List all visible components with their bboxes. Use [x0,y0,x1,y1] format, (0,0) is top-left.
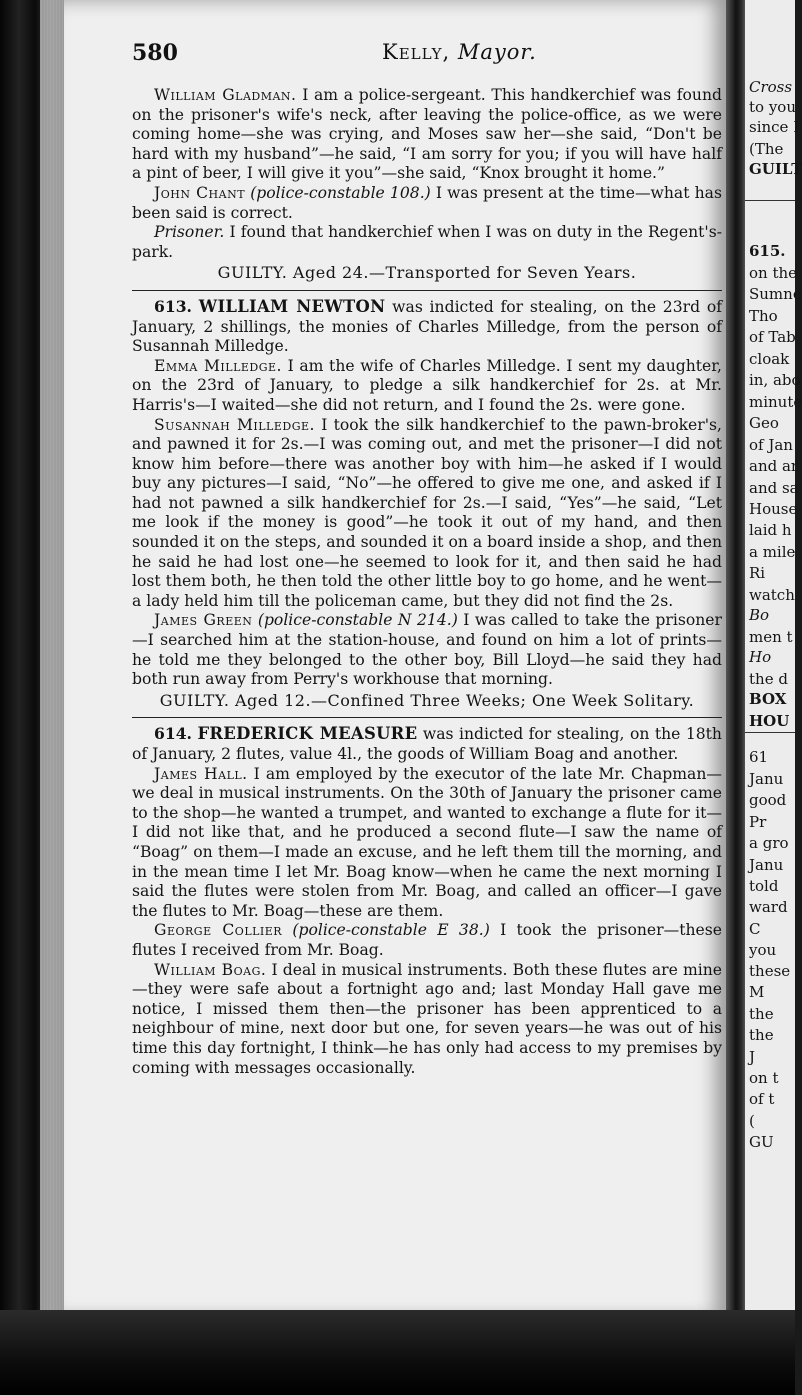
witness-name: Susannah Milledge. [154,415,315,434]
facing-page-fragment: a gro [749,834,789,852]
facing-page-fragment: J [749,1048,756,1066]
facing-page-fragment: 615. [749,242,786,260]
witness-name: James Hall. [154,764,248,783]
witness-role: (police-constable E 38.) [292,921,490,940]
facing-page-fragment: BOX [749,690,787,708]
facing-page-fragment: Cross [749,78,793,96]
facing-page-fragment: the [749,1005,774,1023]
book-bottom-edge [0,1310,795,1395]
witness-name: William Boag. [154,960,267,979]
testimony-paragraph [132,86,722,184]
facing-page-fragment: since I [749,118,800,136]
page-body [132,86,722,1078]
facing-page-fragment: GU [749,1133,774,1151]
facing-page-fragment: you [749,941,777,959]
case-heading [132,724,722,764]
case-divider [132,290,722,291]
facing-page-fragment: in, abo [749,371,801,389]
testimony-text: I took the silk handkerchief to the pawn-broker's, and pawned it for 2s.—I was coming out, and met the prisoner—I did not know him before—there was another boy with him—he asked if I would buy any pictures—I said, “No”—he offered to give me one, and asked if I had not pawned a silk handkerchief for 2s.—I said, “Yes”—he said, “Let me look if the money is good”—he took it out of my hand, and then sounded it on the steps, and sounded it on a board inside a shop, and then he said he had lost one—he seemed to look for it, and then said he had lost them both, he then told the other little boy to go home, and he went—a lady held him till the policeman came, but they did not find the 2s. [132,415,722,610]
facing-page-fragment: to you [749,98,796,116]
facing-page-fragment: of t [749,1090,775,1108]
witness-name: James Green [154,611,253,630]
witness-role: (police-constable 108.) [250,183,431,202]
facing-page-fragment: M [749,983,765,1001]
running-head-title: Mayor. [457,40,537,64]
indictment-text: was indicted for stealing, on the 23rd of January, 2 shillings, the monies of Charles Milledge, from the person of Susannah Milledge. [132,297,722,356]
facing-page-fragment: HOU [749,712,790,730]
testimony-paragraph [132,961,722,1079]
witness-name: Emma Milledge. [154,356,282,375]
facing-page-fragment: GUILT [749,160,802,178]
verdict: GUILTY. Aged 12.—Confined Three Weeks; One Week Solitary. [159,690,695,710]
facing-page-fragment: Sumne [749,285,802,303]
facing-page-divider [745,200,795,201]
facing-page-fragment: C [749,920,761,938]
facing-page-fragment: and ar [749,457,799,475]
facing-page-fragment: men t [749,628,793,646]
facing-page-fragment: Bo [749,606,770,624]
facing-page-fragment: the [749,1026,774,1044]
facing-page-fragment: Janu [749,770,784,788]
witness-role: (police-constable N 214.) [257,611,458,630]
page-header [132,40,722,76]
case-number: 614. [154,724,192,744]
facing-page-fragment: minute [749,393,802,411]
page-edges [40,0,66,1310]
testimony-paragraph [132,357,722,416]
witness-name: William Gladman. [154,86,297,104]
defendant-name: FREDERICK MEASURE [197,724,418,744]
witness-name: Prisoner. [154,223,225,242]
facing-page-fragment: on t [749,1069,779,1087]
facing-page-fragment: of Tab [749,328,796,346]
testimony-text: I took the prisoner—these flutes I received from Mr. Boag. [132,921,722,959]
testimony-paragraph [132,765,722,922]
facing-page-fragment: the d [749,670,788,688]
facing-page-divider [745,732,795,733]
page-number: 580 [132,40,178,66]
defendant-name: WILLIAM NEWTON [198,296,386,316]
facing-page [745,0,802,1318]
facing-page-fragment: good [749,791,787,809]
facing-page-fragment: ward [749,898,788,916]
testimony-text: I am employed by the executor of the late Mr. Chapman—we deal in musical instruments. On the 30th of January the prisoner came to the shop—he wanted a trumpet, and wanted to exchange a flute for it—I did not like that, and he produced a second flute—I saw the name of “Boag” on them—I made an excuse, and he left them till the morning, and in the mean time I let Mr. Boag know—when he came the next morning I said the flutes were stolen from Mr. Boag, and called an officer—I gave the flutes to Mr. Boag—these are them. [132,764,722,920]
testimony-text: I am the wife of Charles Milledge. I sent my daughter, on the 23rd of January, to pledge a silk handkerchief for 2s. at Mr. Harris's—I waited—she did not return, and I found the 2s. were gone. [132,356,722,414]
testimony-text: I was called to take the prisoner—I searched him at the station-house, and found on him a lot of prints—he told me they belonged to the other boy, Bill Lloyd—he said they had both run away from Perry's workhouse that morning. [132,611,722,689]
case-number: 613. [154,296,192,316]
facing-page-fragment: and sa [749,479,799,497]
running-head [382,40,537,64]
testimony-text: I am a police-sergeant. This handkerchief was found on the prisoner's wife's neck, after leaving the police-office, as we were coming home—she was crying, and Moses saw her—she said, “Don't be hard with my husband”—he said, “I am sorry for you; if you will have half a pint of beer, I will give it you”—she said, “Knox brought it home.” [132,86,722,183]
indictment-text: was indicted for stealing, on the 18th of January, 2 flutes, value 4l., the goods of William Boag and another. [132,725,722,763]
facing-page-fragment: laid h [749,521,792,539]
facing-page-fragment: watch [749,586,795,604]
testimony-text: I deal in musical instruments. Both these flutes are mine—they were safe about a fortnight ago and; last Monday Hall gave me notice, I missed them then—the prisoner has been apprenticed to a neighbour of mine, next door but one, for seven years—he was out of his time this day fortnight, I think—he has only had access to my premises by coming with messages occasionally. [132,960,722,1077]
facing-page-fragment: cloak [749,350,790,368]
facing-page-fragment: ( [749,1112,755,1130]
facing-page-fragment: 61 [749,748,769,766]
testimony-paragraph [132,921,722,960]
facing-page-fragment: (The [749,140,784,158]
facing-page-fragment: Geo [749,414,779,432]
facing-page-fragment: Pr [749,813,767,831]
testimony-paragraph [132,416,722,612]
facing-page-fragment: of Jan [749,436,793,454]
testimony-paragraph [132,611,722,689]
facing-page-fragment: Ri [749,564,766,582]
facing-page-fragment: Tho [749,307,778,325]
case-divider [132,717,722,718]
testimony-paragraph [132,223,722,262]
facing-page-fragment: a mile [749,543,796,561]
running-head-name: Kelly, [382,40,451,64]
facing-page-fragment: these [749,962,791,980]
facing-page-fragment: on the [749,264,798,282]
facing-page-fragment: Janu [749,856,784,874]
testimony-paragraph [132,184,722,223]
facing-page-fragment: Ho [749,648,772,666]
witness-name: John Chant [154,183,246,202]
case-heading [132,297,722,357]
verdict: GUILTY. Aged 24.—Transported for Seven Years. [217,263,637,283]
witness-name: George Collier [154,921,283,940]
facing-page-fragment: told [749,877,779,895]
facing-page-fragment: House [749,500,798,518]
testimony-text: I was present at the time—what has been said is correct. [132,183,722,222]
testimony-text: I found that handkerchief when I was on duty in the Regent's-park. [132,223,722,261]
